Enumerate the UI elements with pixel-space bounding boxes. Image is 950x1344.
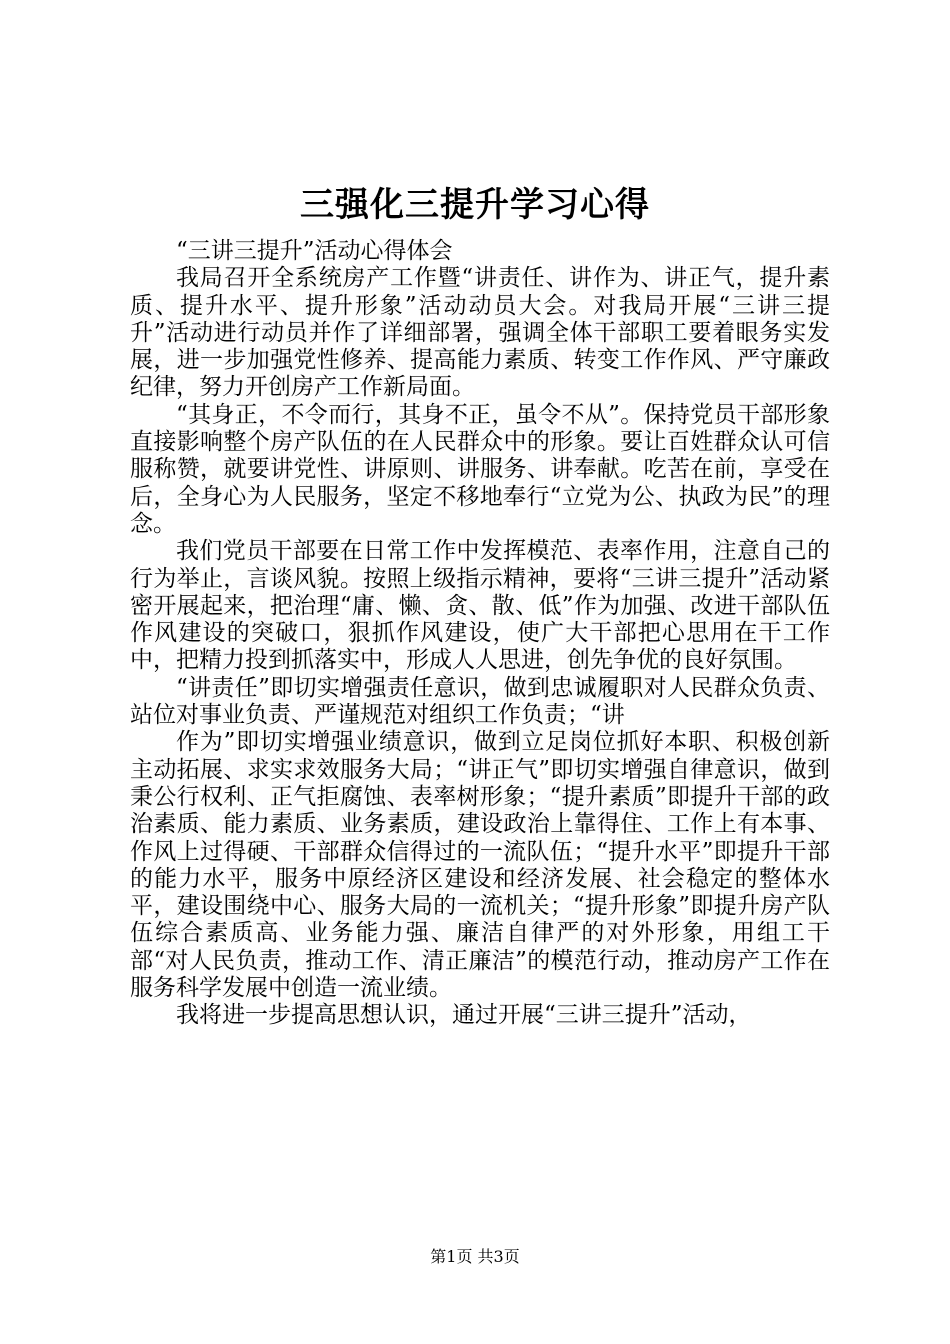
body-paragraph: 我将进一步提高思想认识，通过开展“三讲三提升”活动， bbox=[176, 1002, 752, 1029]
document-title: 三强化三提升学习心得 bbox=[300, 185, 650, 225]
body-paragraph: “讲责任”即切实增强责任意识，做到忠诚履职对人民群众负责、站位对事业负责、严谨规范对组织工作负责；“讲 bbox=[130, 674, 830, 729]
body-paragraph: 我们党员干部要在日常工作中发挥模范、表率作用，注意自己的行为举止，言谈风貌。按照上级指示精神，要将“三讲三提升”活动紧密开展起来，把治理“庸、懒、贪、散、低”作为加强、改进干部队伍作风建设的突破口，狠抓作风建设，使广大干部把心思用在干工作中，把精力投到抓落实中，形成人人思进，创先争优的良好氛围。 bbox=[130, 538, 830, 674]
body-paragraph: “其身正，不令而行，其身不正，虽令不从”。保持党员干部形象直接影响整个房产队伍的在人民群众中的形象。要让百姓群众认可信服称赞，就要讲党性、讲原则、讲服务、讲奉献。吃苦在前，享受在后，全身心为人民服务，坚定不移地奉行“立党为公、执政为民”的理念。 bbox=[130, 401, 830, 537]
subtitle-paragraph: “三讲三提升”活动心得体会 bbox=[176, 238, 453, 264]
document-body bbox=[130, 238, 830, 1030]
body-paragraph: 作为”即切实增强业绩意识，做到立足岗位抓好本职、积极创新主动拓展、求实求效服务大局；“讲正气”即切实增强自律意识，做到秉公行权利、正气拒腐蚀、表率树形象；“提升素质”即提升干部的政治素质、能力素质、业务素质，建设政治上靠得住、工作上有本事、作风上过得硬、干部群众信得过的一流队伍；“提升水平”即提升干部的能力水平，服务中原经济区建设和经济发展、社会稳定的整体水平，建设围绕中心、服务大局的一流机关；“提升形象”即提升房产队伍综合素质高、业务能力强、廉洁自律严的对外形象，用组工干部“对人民负责，推动工作、清正廉洁”的模范行动，推动房产工作在服务科学发展中创造一流业绩。 bbox=[130, 729, 830, 1002]
page-footer: 第1页 共3页 bbox=[430, 1247, 520, 1266]
body-paragraph: 我局召开全系统房产工作暨“讲责任、讲作为、讲正气，提升素质、提升水平、提升形象”活动动员大会。对我局开展“三讲三提升”活动进行动员并作了详细部署，强调全体干部职工要着眼务实发展，进一步加强党性修养、提高能力素质、转变工作作风、严守廉政纪律，努力开创房产工作新局面。 bbox=[130, 265, 830, 401]
